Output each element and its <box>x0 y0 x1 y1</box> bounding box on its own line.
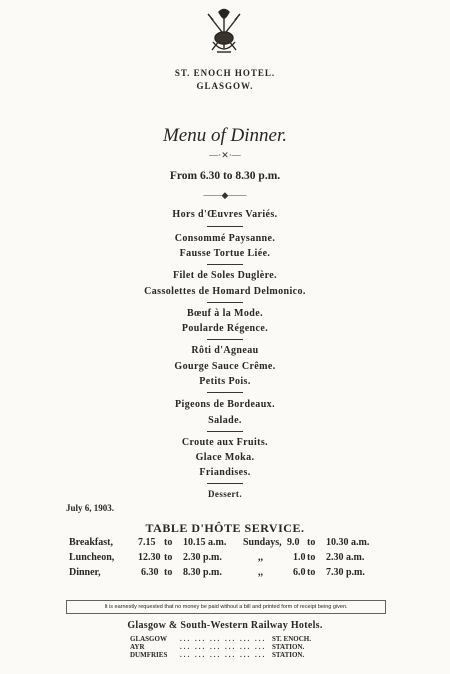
course-sweet-2: Glace Moka. <box>195 452 255 463</box>
table-dhote-title: TABLE D'HÔTE SERVICE. <box>145 521 305 535</box>
railway-hotels-title: Glasgow & South-Western Railway Hotels. <box>127 620 323 631</box>
sunday-time: 2.30 a.m. <box>326 552 365 563</box>
sunday-label: Sundays, <box>243 537 282 548</box>
service-to: to <box>164 567 173 578</box>
service-time: 6.30 <box>141 567 159 578</box>
service-time: 2.30 p.m. <box>183 552 222 563</box>
course-entree-1: Bœuf à la Mode. <box>187 308 263 319</box>
service-hours: From 6.30 to 8.30 p.m. <box>169 170 281 182</box>
payment-notice: It is earnestly requested that no money be paid without a bill and printed form of receipt being given. <box>66 600 386 614</box>
course-game-2: Salade. <box>208 415 242 426</box>
sunday-time: 1.0 <box>293 552 306 563</box>
service-row-luncheon <box>0 552 450 566</box>
course-divider <box>207 302 243 303</box>
course-divider <box>207 264 243 265</box>
course-divider <box>207 431 243 432</box>
station-name: ST. ENOCH. <box>272 635 311 643</box>
service-row-breakfast <box>0 537 450 551</box>
course-divider <box>207 339 243 340</box>
service-time: 7.15 <box>138 537 156 548</box>
sunday-time: 6.0 <box>293 567 306 578</box>
course-dessert: Dessert. <box>208 489 242 499</box>
course-divider <box>207 392 243 393</box>
course-sweet-3: Friandises. <box>199 467 251 478</box>
course-fish-2: Cassolettes de Homard Delmonico. <box>144 286 306 297</box>
station-city: DUMFRIES <box>130 651 168 659</box>
menu-title: Menu of Dinner. <box>162 125 287 146</box>
thistle-crest-icon <box>201 8 247 60</box>
course-soup-1: Consommé Paysanne. <box>174 233 276 244</box>
sunday-time: 10.30 a.m. <box>326 537 370 548</box>
sunday-label: ,, <box>258 552 263 563</box>
course-sweet-1: Croute aux Fruits. <box>181 437 269 448</box>
station-leader: ... ... ... ... ... ... <box>180 651 267 659</box>
sunday-time: 7.30 p.m. <box>326 567 365 578</box>
service-to: to <box>164 552 173 563</box>
station-leader: ... ... ... ... ... ... <box>180 635 267 643</box>
course-entree-2: Poularde Régence. <box>181 323 269 334</box>
title-ornament: —·✕·— <box>209 150 241 160</box>
service-time: 10.15 a.m. <box>183 537 227 548</box>
service-label: Breakfast, <box>69 537 113 548</box>
hours-ornament: ——◆—— <box>203 190 247 200</box>
menu-date: July 6, 1903. <box>66 503 115 513</box>
sunday-to: to <box>307 537 316 548</box>
service-label: Luncheon, <box>69 552 115 563</box>
course-soup-2: Fausse Tortue Liée. <box>179 248 271 259</box>
station-city: AYR <box>130 643 145 651</box>
service-time: 8.30 p.m. <box>183 567 222 578</box>
course-roast-1: Rôti d'Agneau <box>191 345 259 356</box>
sunday-time: 9.0 <box>287 537 300 548</box>
sunday-to: to <box>307 567 316 578</box>
station-name: STATION. <box>272 643 305 651</box>
hotel-city: GLASGOW. <box>196 81 254 91</box>
sunday-to: to <box>307 552 316 563</box>
course-divider <box>207 483 243 484</box>
course-hors-doeuvres: Hors d'Œuvres Variés. <box>172 209 278 220</box>
station-city: GLASGOW <box>130 635 167 643</box>
course-roast-3: Petits Pois. <box>199 376 251 387</box>
sunday-label: ,, <box>258 567 263 578</box>
hotel-name: ST. ENOCH HOTEL. <box>174 68 276 78</box>
course-divider <box>207 226 243 227</box>
course-fish-1: Filet de Soles Duglère. <box>173 270 277 281</box>
service-time: 12.30 <box>138 552 161 563</box>
course-game-1: Pigeons de Bordeaux. <box>175 399 275 410</box>
station-leader: ... ... ... ... ... ... <box>180 643 267 651</box>
service-row-dinner <box>0 567 450 581</box>
service-label: Dinner, <box>69 567 101 578</box>
course-roast-2: Gourge Sauce Crême. <box>174 361 276 372</box>
station-name: STATION. <box>272 651 305 659</box>
service-to: to <box>164 537 173 548</box>
